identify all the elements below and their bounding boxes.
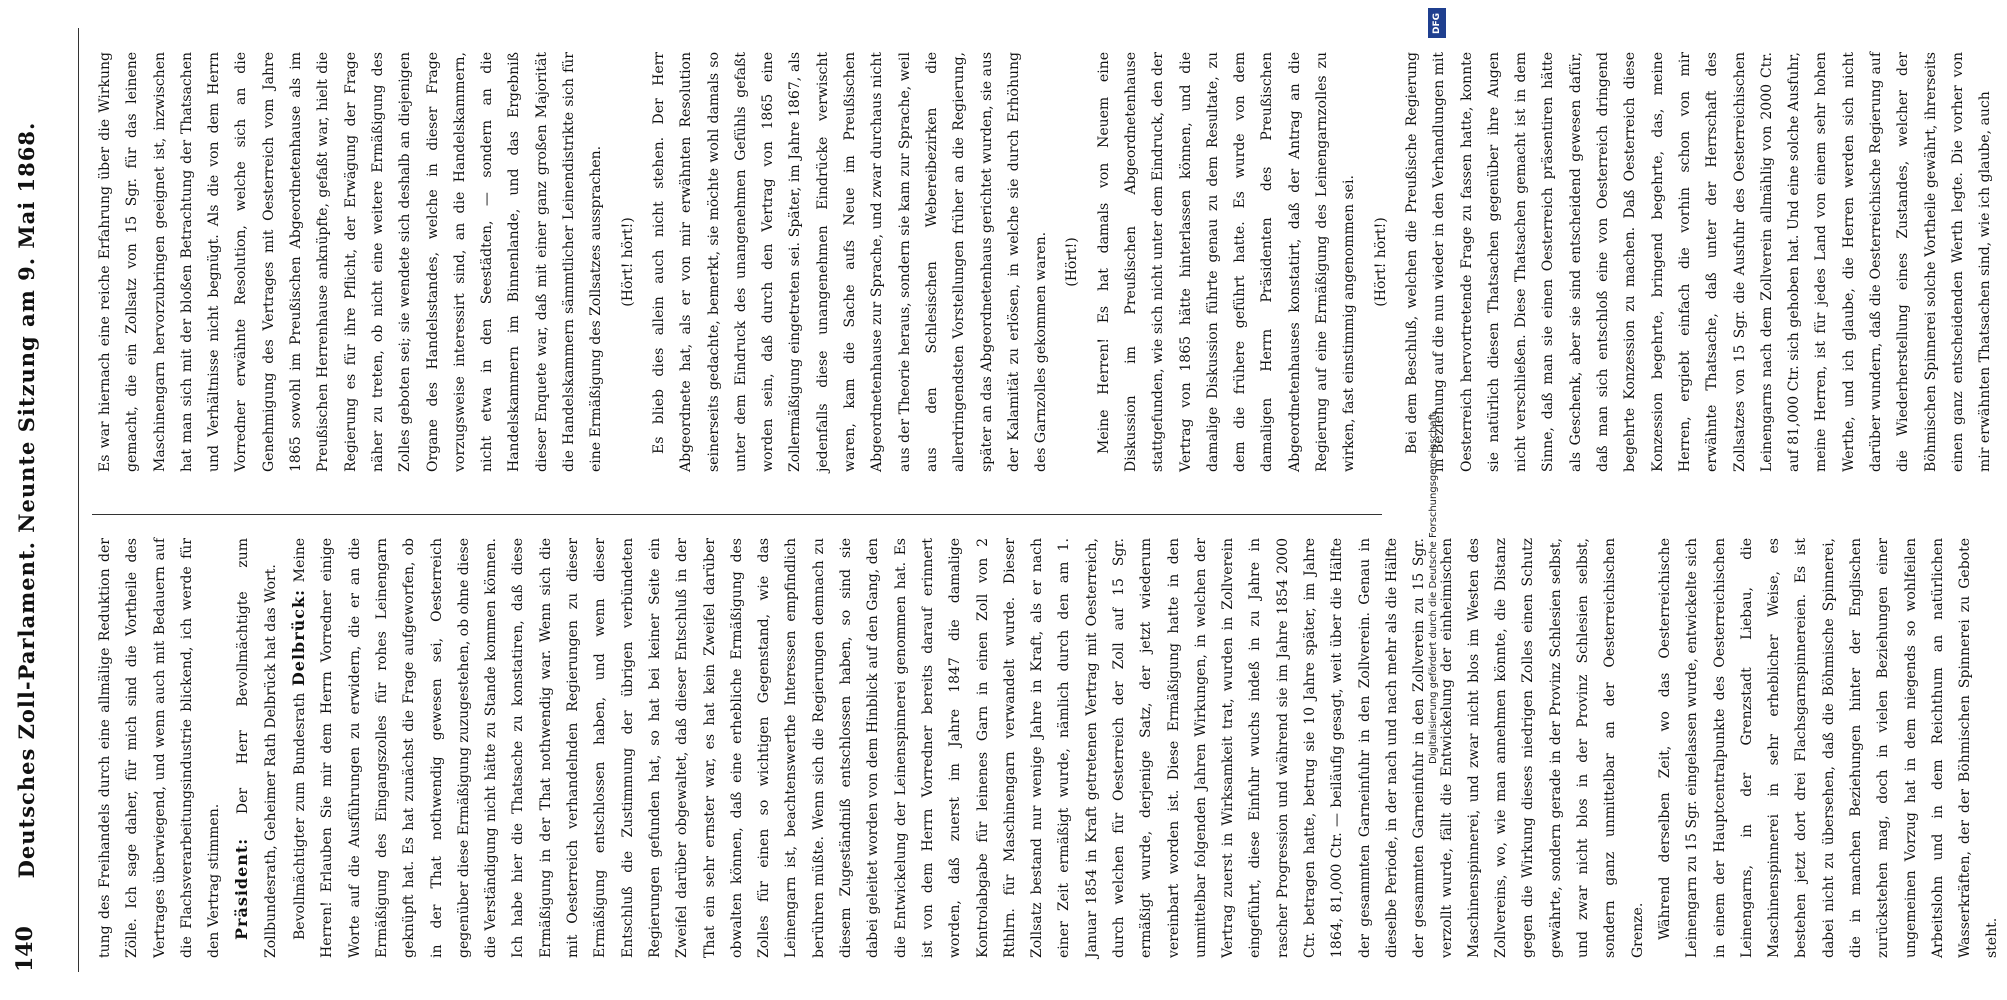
speaker-name: Präsident: (232, 837, 252, 940)
column-divider (92, 514, 1382, 515)
interjection: (Hört! hört!) (619, 217, 636, 307)
body-paragraph: Meine Herren! Es hat damals von Neuem eine Diskussion im Preußischen Abgeordnetenhause stattgefunden, wie sich nicht unter dem Eindruck, den der Vertrag von 1865 hätte hinterlassen können, und die damalige Diskussion führte genau zu dem Resultate, zu dem die frühere geführt hatte. Es wurde von dem damaligen Herrn Präsidenten des Preußischen Abgeordnetenhauses konstatirt, daß der Antrag an die Regierung auf eine Ermäßigung des Leinengarnzolles zu wirken, fast einstimmig angenommen sei. (1095, 52, 1358, 472)
page-number: 140 (12, 926, 38, 972)
dfg-logo: DFG (1428, 8, 1446, 38)
body-paragraph: Es war hiernach eine reiche Erfahrung über die Wirkung gemacht, die ein Zollsatz von 15 Sgr. für das leinene Maschinengarn hervorzubringen geeignet ist, inzwischen hat man sich mit der bloßen Betrachtung der Thatsachen und Verhältnisse nicht begnügt. Als die von dem Herrn Vorredner erwähnte Resolution, welche sich an die Genehmigung des Vertrages mit Oesterreich vom Jahre 1865 sowohl im Preußischen Abgeordnetenhause als im Preußischen Herrenhause anknüpfte, gefaßt war, hielt die Regierung es für ihre Pflicht, der Erwägung der Frage näher zu treten, ob nicht eine weitere Ermäßigung des Zolles geboten sei; sie wendete sich deshalb an diejenigen Organe des Handelsstandes, welche in dieser Frage vorzugsweise interessirt sind, an die Handelskammern, nicht etwa in den Seestädten, — sondern an die Handelskammern im Binnenlande, und das Ergebniß dieser Enquete war, daß mit einer ganz großen Majorität die Handelskammern sämmtlicher Leinendistrikte sich für eine Ermäßigung des Zollsatzes aussprachen. (97, 52, 605, 472)
interjection: (Hört!) (1064, 237, 1081, 287)
body-paragraph: Es blieb dies allein auch nicht stehen. Der Herr Abgeordnete hat, als er von mir erwähnten Resolution seinerseits gedachte, bemerkt, sie möchte wohl damals so unter dem Eindruck des unangenehmen Gefühls gefaßt worden sein, daß durch den Vertrag von 1865 eine Zollermäßigung eingetreten sei. Später, im Jahre 1867, als jedenfalls diese unangenehmen Eindrücke verwischt waren, kam die Sache aufs Neue im Preußischen Abgeordnetenhause zur Sprache, und zwar durchaus nicht aus der Theorie heraus, sondern sie kam zur Sprache, weil aus den Schlesischen Webereibezirken die allerdringendsten Vorstellungen früher an die Regierung, später an das Abgeordnetenhaus gerichtet wurden, sie aus der Kalamität zu erlösen, in welche sie durch Erhöhung des Garnzolles gekommen waren. (650, 51, 1050, 472)
digitization-notice (1425, 0, 1449, 1000)
speaker-name: Delbrück: (289, 588, 309, 687)
speech-text: Der Herr Bevollmächtigte zum Zollbundesrath, Geheimer Rath Delbrück hat das Wort. (235, 537, 279, 958)
speech-paragraph (228, 538, 285, 958)
header-rule (78, 28, 79, 972)
interjection: (Hört! hört!) (1372, 217, 1389, 307)
speech-text: Meine Herren! Erlauben Sie mir dem Herrn Vorredner einige Worte auf die Ausführungen zu erwidern, die er an die Ermäßigung des Eingangszolles für rohes Leinengarn geknüpft hat. Es hat zunächst die Frage aufgeworfen, ob in der That nothwendig gewesen sei, Oesterreich gegenüber diese Ermäßigung zuzugestehen, ob ohne diese die Verständigung nicht hätte zu Stande kommen können. Ich habe hier die Thatsache zu konstatiren, daß diese Ermäßigung in der That nothwendig war. Wenn sich die mit Oesterreich verhandelnden Regierungen zu dieser Ermäßigung entschlossen haben, und wenn dieser Entschluß die Zustimmung der übrigen verbündeten Regierungen gefunden hat, so hat bei keiner Seite ein Zweifel darüber obgewaltet, daß dieser Entschluß in der That ein sehr ernster war, es hat kein Zweifel darüber obwalten können, daß eine erhebliche Ermäßigung des Zolles für einen so wichtigen Gegenstand, wie das Leinengarn ist, beachtenswerthe Interessen empfindlich berühren müßte. Wenn sich die Regierungen demnach zu diesem Zugeständniß entschlossen haben, so sind sie dabei geleitet worden von dem Hinblick auf den Gang, den die Entwickelung der Leinenspinnerei genommen hat. Es ist von dem Herrn Vorredner bereits darauf erinnert worden, daß zuerst im Jahre 1847 die damalige Kontrolabgabe für leinenes Garn in einen Zoll von 2 Rthlrn. für Maschinengarn verwandelt wurde. Dieser Zollsatz bestand nur wenige Jahre in Kraft, als er nach einer Zeit ermäßigt wurde, nämlich durch den am 1. Januar 1854 in Kraft getretenen Vertrag mit Oesterreich, durch welchen für Oesterreich der Zoll auf 15 Sgr. ermäßigt wurde, derjenige Satz, der jetzt wiederum vereinbart worden ist. Diese Ermäßigung hatte in den unmittelbar folgenden Jahren Wirkungen, in welchen der Vertrag zuerst in Wirksamkeit trat, wurden in Zollverein eingeführt, diese Einfuhr wuchs indeß in zu Jahre in rascher Progression und während sie im Jahre 1854 2000 Ctr. betragen hatte, betrug sie 10 Jahre später, im Jahre 1864, 81,000 Ctr. — beiläufig gesagt, weit über die Hälfte der gesammten Garneinfuhr in den Zollverein. Genau in dieselbe Periode, in der nach und nach mehr als die Hälfte der gesammten Garneinfuhr in den Zollverein zu 15 Sgr. verzollt wurde, fällt die Entwickelung der einheimischen Maschinenspinnerei, und zwar nicht blos im Westen des Zollvereins, wo, wie man annehmen könnte, die Distanz gegen die Wirkung dieses niedrigen Zolles einen Schutz gewährte, sondern gerade in der Provinz Schlesien selbst, und zwar nicht blos in der Provinz Schlesien selbst, sondern ganz unmittelbar an der Oesterreichischen Grenze. (292, 537, 1646, 958)
body-paragraph: tung des Freihandels durch eine allmälige Reduktion der Zölle. Ich sage daher, für mich sind die Vortheile des Vertrages überwiegend, und wenn auch mit Bedauern auf die Flachsverarbeitungsindustrie blickend, ich werde für den Vertrag stimmen. (97, 538, 223, 958)
page-header (6, 28, 76, 972)
body-paragraph: Bei dem Beschluß, welchen die Preußische Regierung in Beziehung auf die nun wieder in den Verhandlungen mit Oesterreich hervortretende Frage zu fassen hatte, konnte sie natürlich diesen Thatsachen gegenüber ihre Augen nicht verschließen. Diese Thatsachen gemacht ist in dem Sinne, daß man sie einen Oesterreich präsentiren hätte als Geschenk, aber sie sind entscheidend gewesen dafür, daß man sich entschloß eine von Oesterreich dringend begehrte Konzession zu machen. Daß Oesterreich diese Konzession begehrte, bringend begehrte, das, meine Herren, ergiebt einfach die vorhin schon von mir erwähnte Thatsache, daß unter der Herrschaft des Zollsatzes von 15 Sgr. die Ausfuhr des Oesterreichischen Leinengarns nach dem Zollverein allmählig von 2000 Ctr. auf 81,000 Ctr. sich gehoben hat. Und eine solche Ausfuhr, meine Herren, ist für jedes Land von einem sehr hohen Werthe, und ich glaube, die Herren werden sich nicht darüber wundern, daß die Oesterreichische Regierung auf die Wiederherstellung eines Zustandes, welcher der Böhmischen Spinnerei solche Vortheile gewährt, ihrerseits einen ganz entscheidenden Werth legte. Die vorher von mir erwähnten Thatsachen sind, wie ich glaube, auch (1403, 52, 1994, 472)
speaker-title: Bevollmächtigter zum Bundesrath (292, 692, 309, 940)
digitization-notice-text: Digitalisierung gefördert durch die Deutsche Forschungsgemeinschaft. (1428, 409, 1439, 764)
right-column (92, 51, 1994, 472)
body-paragraph: Während derselben Zeit, wo das Oesterreichische Leinengarn zu 15 Sgr. eingelassen wurde, entwickelte sich in einem der Hauptcentralpunkte des Oesterreichischen Leinengarns, in der Grenzstadt Liebau, die Maschinenspinnerei in sehr erheblicher Weise, es bestehen jetzt dort drei Flachsgarnspinnereien. Es ist dabei nicht zu übersehen, daß die Böhmische Spinnerei, die in manchen Beziehungen hinter der Englischen zurückstehen mag, doch in vielen Beziehungen einer ungemeinen Vorzug hat in dem niegends so wohlfeilen Arbeitslohn und in dem Reichthum an natürlichen Wasserkräften, der der Böhmischen Spinnerei zu Gebote steht. (1656, 538, 2001, 958)
running-title: Deutsches Zoll-Parlament. Neunte Sitzung am 9. Mai 1868. (14, 121, 39, 879)
